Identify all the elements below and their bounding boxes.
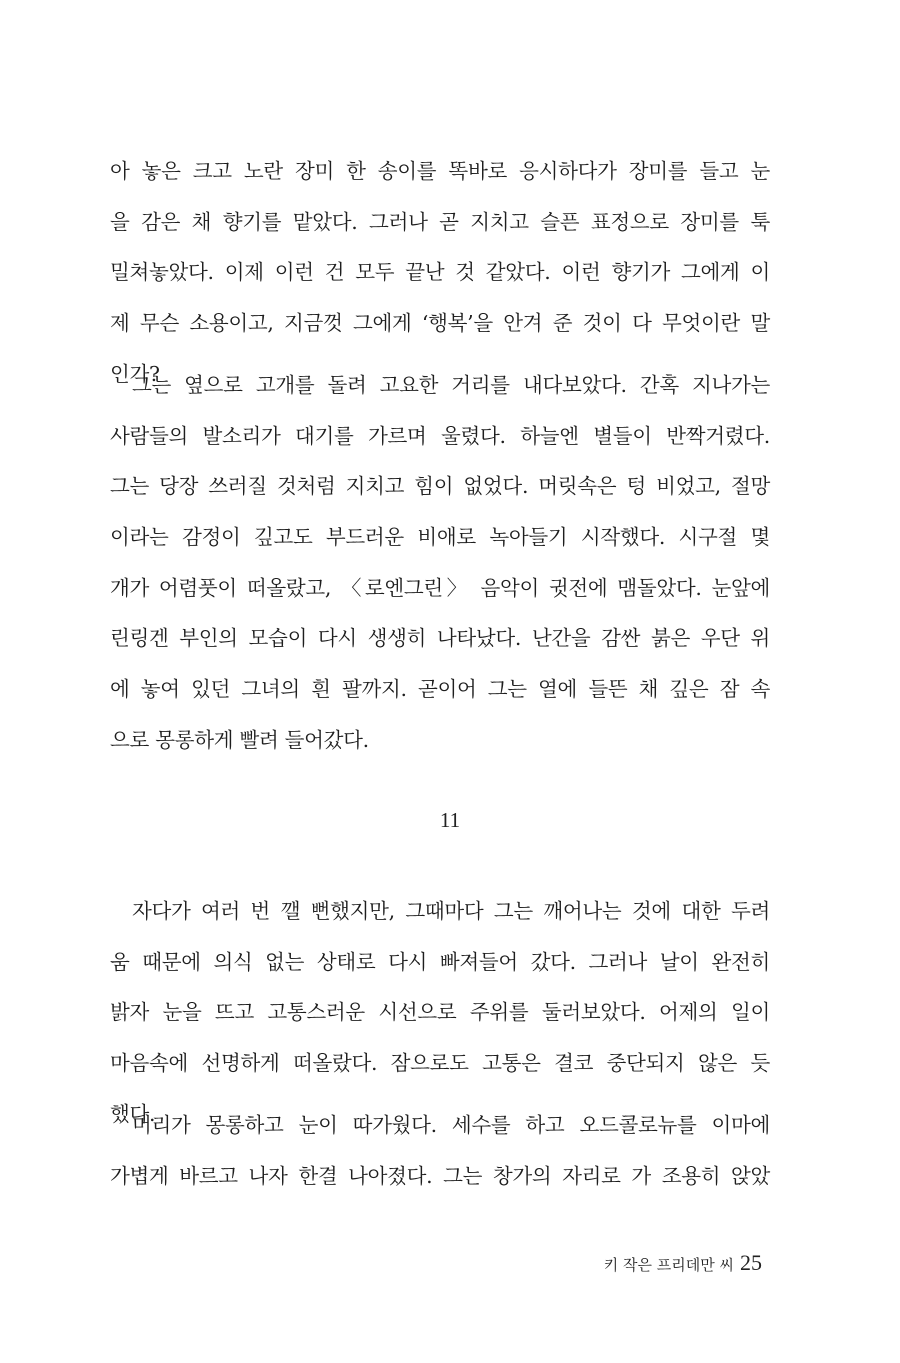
page-footer [604,1250,762,1276]
paragraph [110,1100,770,1201]
section-number: 11 [439,808,461,832]
text-line: 에 놓여 있던 그녀의 흰 팔까지. 곧이어 그는 열에 들뜬 채 깊은 잠 속 [110,677,770,702]
text-line: 머리가 몽롱하고 눈이 따가웠다. 세수를 하고 오드콜로뉴를 이마에 [132,1113,770,1137]
text-line: 자다가 여러 번 깰 뻔했지만, 그때마다 그는 깨어나는 것에 대한 두려 [132,899,770,923]
paragraph [110,360,770,766]
text-line: 제 무슨 소용이고, 지금껏 그에게 ‘행복’을 안겨 준 것이 다 무엇이란 말 [110,311,770,336]
text-line: 을 감은 채 향기를 맡았다. 그러나 곧 지치고 슬픈 표정으로 장미를 툭 [110,209,770,234]
text-line: 린링겐 부인의 모습이 다시 생생히 나타났다. 난간을 감싼 붉은 우단 위 [110,626,770,651]
text-line: 밀쳐놓았다. 이제 이런 건 모두 끝난 것 같았다. 이런 향기가 그에게 이 [110,260,770,285]
text-line: 움 때문에 의식 없는 상태로 다시 빠져들어 갔다. 그러나 날이 완전히 [110,949,770,974]
text-line: 그는 옆으로 고개를 돌려 고요한 거리를 내다보았다. 간혹 지나가는 [132,373,770,397]
text-line: 이라는 감정이 깊고도 부드러운 비애로 녹아들기 시작했다. 시구절 몇 [110,525,770,550]
page-number: 25 [740,1250,762,1275]
text-line: 으로 몽롱하게 빨려 들어갔다. [110,727,369,752]
running-title: 키 작은 프리데만 씨 [603,1256,734,1274]
text-line: 개가 어렴풋이 떠올랐고, 〈로엔그린〉 음악이 귓전에 맴돌았다. 눈앞에 [110,575,770,600]
text-line: 사람들의 발소리가 대기를 가르며 울렸다. 하늘엔 별들이 반짝거렸다. [110,423,770,448]
text-line: 그는 당장 쓰러질 것처럼 지치고 힘이 없었다. 머릿속은 텅 비었고, 절망 [110,474,770,499]
text-line: 밝자 눈을 뜨고 고통스러운 시선으로 주위를 둘러보았다. 어제의 일이 [110,1000,770,1025]
text-line: 했다. [110,1101,156,1126]
text-line: 아 놓은 크고 노란 장미 한 송이를 똑바로 응시하다가 장미를 들고 눈 [110,159,770,183]
text-line: 인가? [110,361,160,386]
text-line: 가볍게 바르고 나자 한결 나아졌다. 그는 창가의 자리로 가 조용히 앉았 [110,1163,770,1188]
text-line: 마음속에 선명하게 떠올랐다. 잠으로도 고통은 결코 중단되지 않은 듯 [110,1051,770,1076]
